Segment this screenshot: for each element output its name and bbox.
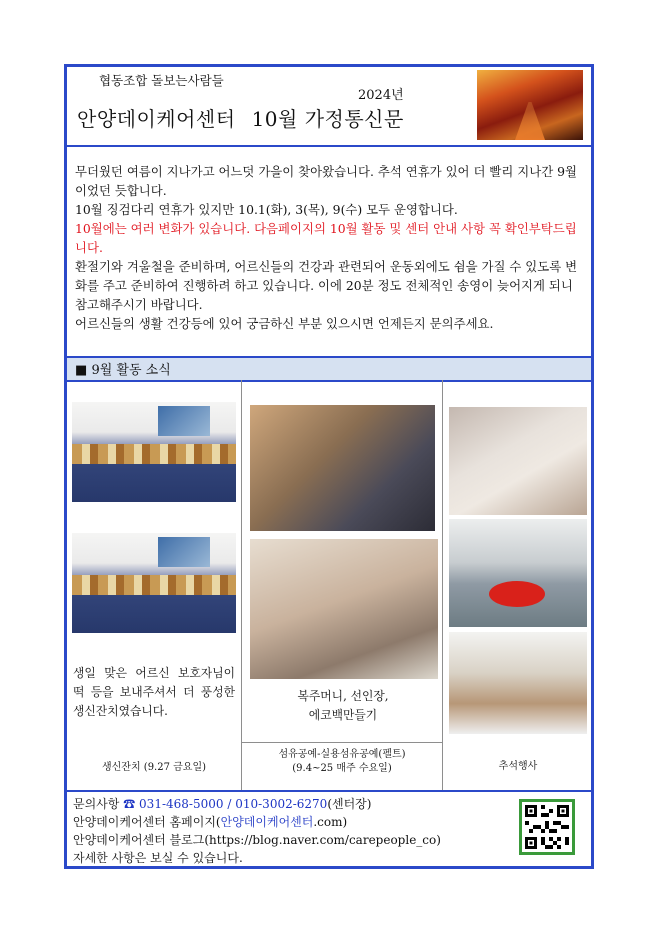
phone-main[interactable]: 031-468-5000: [139, 797, 224, 811]
intro-paragraph: 환절기와 겨울철을 준비하며, 어르신들의 건강과 관련되어 운동외에도 쉼을 가질 수 있도록 변화를 주고 준비하여 진행하려 하고 있습니다. 이에 20분 정도 전체적인 송영이 늦어지게 되니 참고해주시기 바랍니다.: [75, 259, 578, 312]
contact-divider: [67, 790, 591, 792]
contact-info: [73, 795, 503, 867]
birthday-party-photo-1: [72, 402, 236, 502]
qr-code-pattern: [525, 805, 569, 849]
center-name: 안양데이케어센터: [77, 107, 236, 131]
intro-paragraph: 어르신들의 생활 건강등에 있어 궁금하신 부분 있으시면 언제든지 문의주세요.: [75, 316, 494, 331]
newsletter-title: [77, 103, 404, 132]
qr-code-icon[interactable]: [519, 799, 575, 855]
phone-mobile[interactable]: 010-3002-6270: [235, 797, 328, 811]
homepage-link[interactable]: 안양데이케어센터: [220, 815, 314, 829]
column-divider-2: [442, 380, 443, 790]
newsletter-year: 2024년: [358, 88, 404, 103]
section-title: 9월 활동 소식: [91, 363, 171, 378]
chuseok-label: 추석행사: [498, 761, 538, 772]
chuseok-photo-1: [449, 407, 587, 515]
section-top-border: [67, 356, 591, 358]
more-info: 자세한 사항은 보실 수 있습니다.: [73, 851, 243, 865]
newsletter-issue: 10월 가정통신문: [251, 107, 404, 131]
blog-line: 안양데이케어센터 블로그(https://blog.naver.com/carepeople_co): [73, 833, 441, 847]
section-bottom-border: [67, 380, 591, 382]
newsletter-header: [67, 67, 591, 145]
organization-name: 협동조합 돌보는사람들: [99, 73, 224, 88]
header-divider: [67, 145, 591, 147]
intro-text: [75, 162, 587, 333]
intro-paragraph: 10월 징검다리 연휴가 있지만 10.1(화), 3(목), 9(수) 모두 운영합니다.: [75, 202, 458, 217]
phone-icon: ☎: [123, 797, 136, 811]
section-bullet: ■: [75, 363, 88, 378]
birthday-caption: 생일 맞은 어르신 보호자님이 떡 등을 보내주셔서 더 풍성한 생신잔치였습니다.: [73, 666, 235, 718]
inquiry-line: 문의사항 ☎ 031-468-5000 / 010-3002-6270(센터장): [73, 797, 372, 811]
craft-photo-1: [250, 405, 435, 531]
autumn-road-photo: [477, 70, 583, 140]
homepage-line: 안양데이케어센터 홈페이지(안양데이케어센터.com): [73, 815, 348, 829]
chuseok-photo-3: [449, 632, 587, 734]
craft-photo-2: [250, 539, 438, 679]
blog-link[interactable]: https://blog.naver.com/carepeople_co: [209, 833, 437, 847]
craft-caption: 복주머니, 선인장, 에코백만들기: [297, 689, 389, 722]
intro-paragraph: 무더웠던 여름이 지나가고 어느덧 가을이 찾아왔습니다. 추석 연휴가 있어 더 빨리 지나간 9월이었던 듯합니다.: [75, 164, 577, 198]
intro-paragraph: 10월에는 여러 변화가 있습니다. 다음페이지의 10월 활동 및 센터 안내 사항 꼭 확인부탁드립니다.: [75, 221, 577, 255]
craft-label-divider: [241, 742, 442, 743]
birthday-party-photo-2: [72, 533, 236, 633]
column-divider-1: [241, 380, 242, 790]
birthday-label: 생신잔치 (9.27 금요일): [101, 762, 207, 773]
chuseok-photo-2: [449, 519, 587, 627]
activity-section-header: [67, 356, 591, 380]
craft-label: 섬유공예-실용섬유공예(펠트) (9.4~25 매주 수요일): [278, 749, 406, 774]
newsletter-page: [64, 64, 594, 869]
